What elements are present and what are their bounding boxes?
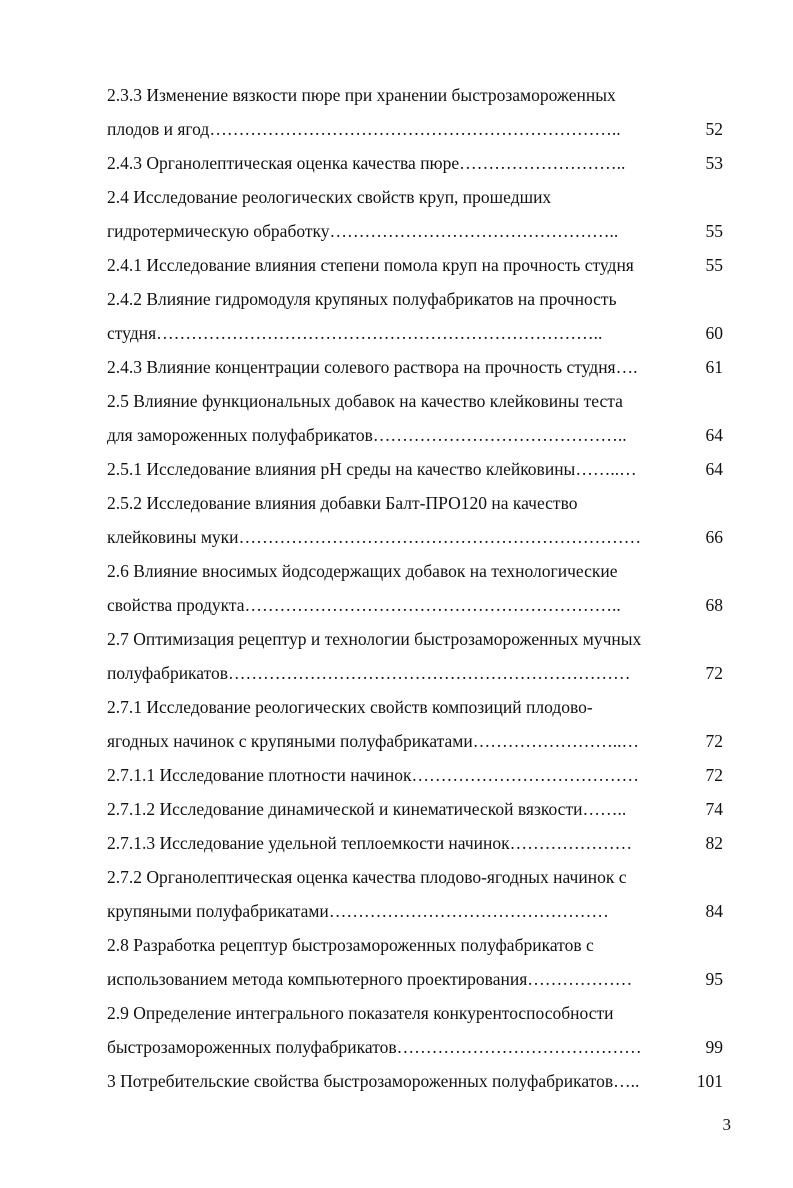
toc-leader-dots: …………………………………….. (372, 425, 627, 445)
toc-line (107, 146, 723, 180)
toc-line (107, 724, 723, 758)
toc-page-number: 99 (705, 1037, 723, 1057)
toc-entry (107, 826, 723, 860)
toc-entry (107, 146, 723, 180)
toc-entry-title: 2.4.3 Органолептическая оценка качества пюре (107, 153, 460, 173)
toc-line (107, 316, 723, 350)
toc-entry-title: 2.7.1 Исследование реологических свойств композиций плодово- (107, 697, 593, 717)
toc-leader-dots: ……..… (575, 459, 637, 479)
toc-line (107, 588, 723, 622)
toc-entry-title: крупяными полуфабрикатами (107, 901, 329, 921)
toc-leader-dots: ………………………………… (411, 765, 639, 785)
toc-entry-title: клейковины муки (107, 527, 239, 547)
toc-entry (107, 452, 723, 486)
toc-entry-title: полуфабрикатов (107, 663, 229, 683)
toc-page-number: 74 (705, 799, 723, 819)
toc-entry-title: 2.7.1.3 Исследование удельной теплоемкости начинок (107, 833, 510, 853)
toc-leader-dots: …………………………………………………………….. (209, 119, 621, 139)
toc-line (107, 656, 723, 690)
toc-line (107, 486, 723, 520)
toc-leader-dots: ………………………………………….. (329, 221, 619, 241)
toc-entry (107, 996, 723, 1064)
toc-entry (107, 622, 723, 690)
toc-line (107, 996, 723, 1030)
toc-entry (107, 690, 723, 758)
toc-entry (107, 350, 723, 384)
toc-entry-title: 2.6 Влияние вносимых йодсодержащих добавок на технологические (107, 561, 618, 581)
toc-entry (107, 180, 723, 248)
toc-entry (107, 554, 723, 622)
toc-leader-dots: ………………………………………… (328, 901, 609, 921)
toc-leader-dots: ……………………..… (472, 731, 639, 751)
toc-entry-title: 2.5 Влияние функциональных добавок на качество клейковины теста (107, 391, 623, 411)
toc-line (107, 554, 723, 588)
toc-leader-dots: …………………………………………………………… (238, 527, 642, 547)
toc-entry-title: 2.4.3 Влияние концентрации солевого раствора на прочность студня (107, 357, 616, 377)
toc-leader-dots: ….. (613, 1071, 640, 1091)
toc-line (107, 418, 723, 452)
toc-entry-title: 2.7.1.1 Исследование плотности начинок (107, 765, 412, 785)
toc-leader-dots: …………………………………………………………… (228, 663, 631, 683)
toc-entry-title: использованием метода компьютерного проектирования (107, 969, 528, 989)
toc-page-number: 64 (705, 425, 723, 445)
toc-entry-title: свойства продукта (107, 595, 245, 615)
toc-entry-title: 2.4 Исследование реологических свойств круп, прошедших (107, 187, 552, 207)
toc-page-number: 72 (705, 731, 723, 751)
toc-page-number: 72 (705, 765, 723, 785)
toc-page-number: 61 (705, 357, 723, 377)
toc-entry (107, 758, 723, 792)
toc-entry (107, 486, 723, 554)
toc-page-number: 55 (705, 221, 723, 241)
toc-line (107, 248, 723, 282)
toc-page-number: 101 (696, 1071, 723, 1091)
toc-entry-title: 2.9 Определение интегрального показателя конкурентоспособности (107, 1003, 614, 1023)
toc-entry-title: 3 Потребительские свойства быстрозамороженных полуфабрикатов (107, 1071, 614, 1091)
toc-leader-dots: …. (615, 357, 638, 377)
toc-leader-dots: ………………………………………………………………….. (156, 323, 603, 343)
toc-leader-dots: …….. (582, 799, 627, 819)
toc-page-number: 82 (705, 833, 723, 853)
toc-entry-title: 2.5.2 Исследование влияния добавки Балт-ПРО120 на качество (107, 493, 578, 513)
toc-line (107, 112, 723, 146)
toc-line (107, 452, 723, 486)
toc-leader-dots: ……………………….. (459, 153, 626, 173)
toc-line (107, 350, 723, 384)
toc-line (107, 928, 723, 962)
toc-line (107, 622, 723, 656)
toc-entry-title: 2.4.1 Исследование влияния степени помола круп на прочность студня (107, 255, 634, 275)
toc-entry-title: 2.7 Оптимизация рецептур и технологии быстрозамороженных мучных (107, 629, 642, 649)
toc-page-number: 66 (705, 527, 723, 547)
toc-page-number: 60 (705, 323, 723, 343)
toc-page-number: 64 (705, 459, 723, 479)
toc-line (107, 214, 723, 248)
toc-line (107, 826, 723, 860)
toc-leader-dots: ……………… (527, 969, 633, 989)
toc-entry-title: ягодных начинок с крупяными полуфабрикатами (107, 731, 473, 751)
toc-entry (107, 282, 723, 350)
toc-entry (107, 928, 723, 996)
table-of-contents (107, 78, 723, 1098)
toc-page-number: 95 (705, 969, 723, 989)
toc-entry (107, 1064, 723, 1098)
toc-line (107, 860, 723, 894)
toc-line (107, 282, 723, 316)
toc-leader-dots: …………………………………… (396, 1037, 642, 1057)
toc-line (107, 78, 723, 112)
toc-leader-dots: ……………………………………………………….. (244, 595, 621, 615)
toc-entry-title: 2.5.1 Исследование влияния pH среды на качество клейковины (107, 459, 576, 479)
toc-page-number: 68 (705, 595, 723, 615)
toc-page-number: 72 (705, 663, 723, 683)
toc-leader-dots: ………………… (509, 833, 633, 853)
toc-entry (107, 792, 723, 826)
toc-entry-title: быстрозамороженных полуфабрикатов (107, 1037, 397, 1057)
toc-line (107, 384, 723, 418)
toc-page-number: 84 (705, 901, 723, 921)
toc-page-number: 52 (705, 119, 723, 139)
toc-entry (107, 248, 723, 282)
toc-entry-title: для замороженных полуфабрикатов (107, 425, 373, 445)
toc-entry-title: студня (107, 323, 157, 343)
toc-entry-title: 2.3.3 Изменение вязкости пюре при хранении быстрозамороженных (107, 85, 616, 105)
toc-line (107, 520, 723, 554)
toc-line (107, 758, 723, 792)
toc-line (107, 1030, 723, 1064)
toc-entry-title: 2.7.1.2 Исследование динамической и кинематической вязкости (107, 799, 583, 819)
toc-entry (107, 860, 723, 928)
toc-line (107, 792, 723, 826)
toc-line (107, 180, 723, 214)
toc-page-number: 55 (705, 255, 723, 275)
toc-entry-title: гидротермическую обработку (107, 221, 330, 241)
toc-line (107, 1064, 723, 1098)
toc-entry-title: 2.4.2 Влияние гидромодуля крупяных полуфабрикатов на прочность (107, 289, 617, 309)
toc-page-number: 53 (705, 153, 723, 173)
toc-entry-title: плодов и ягод (107, 119, 210, 139)
toc-entry (107, 384, 723, 452)
toc-entry (107, 78, 723, 146)
toc-entry-title: 2.7.2 Органолептическая оценка качества плодово-ягодных начинок с (107, 867, 627, 887)
toc-entry-title: 2.8 Разработка рецептур быстрозамороженных полуфабрикатов с (107, 935, 594, 955)
toc-line (107, 690, 723, 724)
toc-line (107, 894, 723, 928)
page-number: 3 (722, 1115, 731, 1134)
toc-line (107, 962, 723, 996)
